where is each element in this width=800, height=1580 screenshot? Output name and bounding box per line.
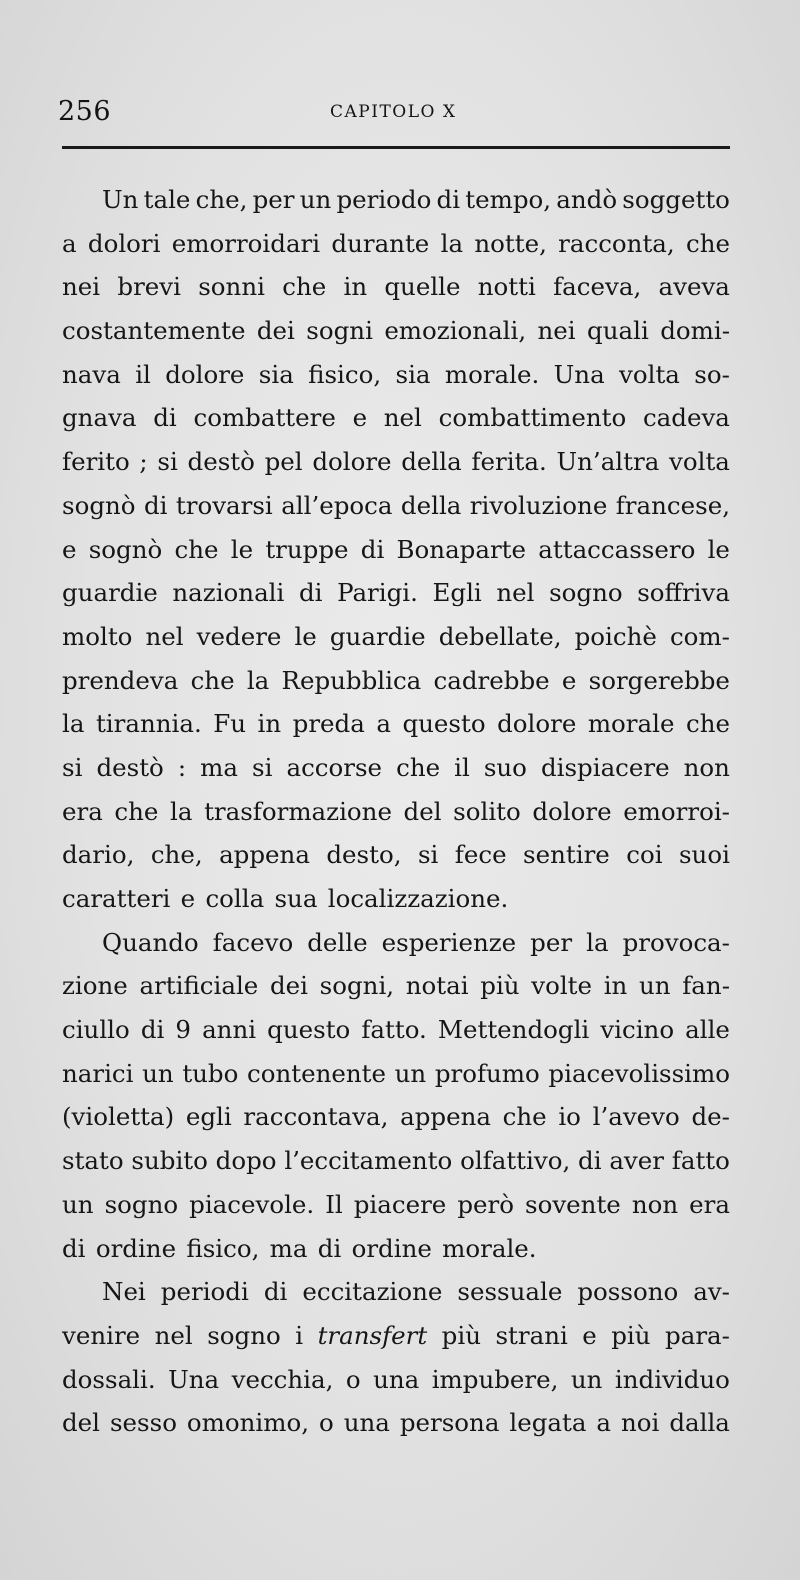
text-line: e sognò che le truppe di Bonaparte attaccassero le <box>62 534 730 564</box>
text-line: era che la trasformazione del solito dolore emorroi- <box>62 796 730 826</box>
text-line: si destò : ma si accorse che il suo dispiacere non <box>62 752 730 782</box>
text-line: caratteri e colla sua localizzazione. <box>62 884 509 913</box>
text-line: di ordine fisico, ma di ordine morale. <box>62 1233 537 1263</box>
text-line: dario, che, appena desto, si fece sentire coi suoi <box>62 840 730 870</box>
text-line: narici un tubo contenente un profumo piacevolissimo <box>62 1058 730 1088</box>
paragraph <box>62 921 730 1271</box>
text-line: sognò di trovarsi all’epoca della rivoluzione francese, <box>62 490 730 520</box>
text-line: Quando facevo delle esperienze per la provoca- <box>102 927 730 957</box>
text-line: ferito ; si destò pel dolore della ferita. Un’altra volta <box>62 447 730 477</box>
running-head: CAPITOLO X <box>330 102 457 122</box>
text-line: nava il dolore sia fisico, sia morale. Una volta so- <box>62 359 730 389</box>
text-line: Un tale che, per un periodo di tempo, andò soggetto <box>102 185 730 214</box>
text-line: molto nel vedere le guardie debellate, poichè com- <box>62 621 730 651</box>
text-line: a dolori emorroidari durante la notte, racconta, che <box>62 228 730 258</box>
header-rule <box>62 146 730 149</box>
text-line: nei brevi sonni che in quelle notti faceva, aveva <box>62 272 730 302</box>
page-number: 256 <box>58 96 112 127</box>
text-line: del sesso omonimo, o una persona legata a noi dalla <box>62 1408 730 1438</box>
paragraph <box>62 178 730 921</box>
paragraph <box>62 1270 730 1445</box>
text-line: guardie nazionali di Parigi. Egli nel sogno soffriva <box>62 578 730 608</box>
text-line: stato subito dopo l’eccitamento olfattivo, di aver fatto <box>62 1146 730 1176</box>
text-line: la tirannia. Fu in preda a questo dolore morale che <box>62 709 730 739</box>
text-line: dossali. Una vecchia, o una impubere, un individuo <box>62 1364 730 1394</box>
text-line: venire nel sogno i transfert più strani e più para- <box>62 1320 730 1350</box>
page-header <box>58 96 730 136</box>
text-line: Nei periodi di eccitazione sessuale possono av- <box>102 1277 730 1307</box>
text-line: ciullo di 9 anni questo fatto. Mettendogli vicino alle <box>62 1015 730 1045</box>
text-line: gnava di combattere e nel combattimento cadeva <box>62 403 730 433</box>
text-line: zione artificiale dei sogni, notai più volte in un fan- <box>62 971 730 1001</box>
body-text <box>62 178 730 1445</box>
text-line: un sogno piacevole. Il piacere però sovente non era <box>62 1189 730 1219</box>
text-line: (violetta) egli raccontava, appena che io l’avevo de- <box>62 1102 730 1132</box>
text-line: prendeva che la Repubblica cadrebbe e sorgerebbe <box>62 665 730 695</box>
text-line: costantemente dei sogni emozionali, nei quali domi- <box>62 316 730 346</box>
